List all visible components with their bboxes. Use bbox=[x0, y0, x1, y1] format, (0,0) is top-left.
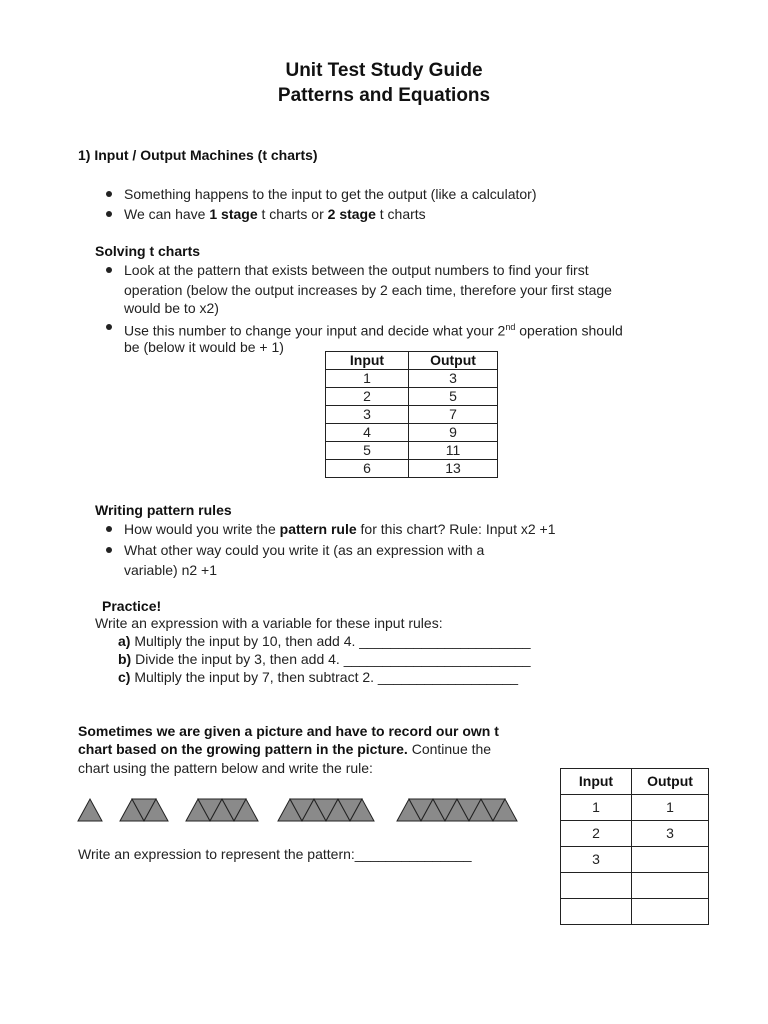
solving-bullet1-line1: Look at the pattern that exists between the output numbers to find your first bbox=[124, 262, 589, 278]
bullet-icon bbox=[106, 526, 112, 532]
solving-bullet2-line2: be (below it would be + 1) bbox=[124, 339, 284, 355]
table-row bbox=[326, 370, 498, 388]
practice-item-a: a) Multiply the input by 10, then add 4. ______________________ bbox=[118, 633, 531, 649]
table-header-output: Output bbox=[409, 352, 498, 370]
io-table-practice bbox=[560, 768, 709, 925]
page-subtitle: Patterns and Equations bbox=[277, 85, 491, 106]
solving-bullet1-line2: operation (below the output increases by 2 each time, therefore your first stage bbox=[124, 282, 612, 298]
practice-heading: Practice! bbox=[102, 598, 162, 614]
rules-bullet1: How would you write the pattern rule for this chart? Rule: Input x2 +1 bbox=[124, 521, 556, 537]
table-header-row bbox=[326, 352, 498, 370]
table-row bbox=[561, 873, 709, 899]
table-cell: 5 bbox=[326, 442, 409, 460]
table-cell: 1 bbox=[561, 795, 632, 821]
table-cell: 2 bbox=[561, 821, 632, 847]
table-cell: 4 bbox=[326, 424, 409, 442]
pattern-figure bbox=[120, 799, 168, 821]
table-cell: 1 bbox=[632, 795, 709, 821]
pattern-figure bbox=[397, 799, 517, 821]
table-row bbox=[561, 821, 709, 847]
table-cell: 3 bbox=[326, 406, 409, 424]
table-row bbox=[561, 795, 709, 821]
table-cell bbox=[632, 847, 709, 873]
table-cell: 7 bbox=[409, 406, 498, 424]
picture-intro-line1: Sometimes we are given a picture and have to record our own t bbox=[78, 723, 499, 739]
table-cell: 3 bbox=[632, 821, 709, 847]
practice-item-b: b) Divide the input by 3, then add 4. ________________________ bbox=[118, 651, 531, 667]
solving-bullet1-line3: would be to x2) bbox=[124, 300, 219, 316]
practice-intro: Write an expression with a variable for these input rules: bbox=[95, 615, 443, 631]
pattern-figure bbox=[186, 799, 258, 821]
triangle-shape bbox=[78, 799, 102, 821]
section1-bullet1: Something happens to the input to get the output (like a calculator) bbox=[124, 186, 537, 202]
page-title: Unit Test Study Guide bbox=[285, 60, 483, 81]
bullet-icon bbox=[106, 211, 112, 217]
table-header-input: Input bbox=[561, 769, 632, 795]
section1-bullet2: We can have 1 stage t charts or 2 stage t charts bbox=[124, 206, 426, 222]
table-header-row bbox=[561, 769, 709, 795]
picture-intro-line3: chart using the pattern below and write the rule: bbox=[78, 760, 373, 776]
table-cell: 1 bbox=[326, 370, 409, 388]
table-cell: 3 bbox=[561, 847, 632, 873]
table-cell: 11 bbox=[409, 442, 498, 460]
table-row bbox=[326, 442, 498, 460]
table-row bbox=[561, 847, 709, 873]
table-header-output: Output bbox=[632, 769, 709, 795]
table-row bbox=[326, 460, 498, 478]
table-cell bbox=[561, 899, 632, 925]
section1-heading: 1) Input / Output Machines (t charts) bbox=[78, 147, 318, 163]
table-cell bbox=[561, 873, 632, 899]
expression-prompt: Write an expression to represent the pattern:_______________ bbox=[78, 846, 472, 862]
table-cell: 3 bbox=[409, 370, 498, 388]
io-table-example bbox=[325, 351, 498, 478]
table-cell bbox=[632, 899, 709, 925]
table-cell bbox=[632, 873, 709, 899]
rules-heading: Writing pattern rules bbox=[95, 502, 232, 518]
solving-heading: Solving t charts bbox=[95, 243, 201, 259]
table-cell: 5 bbox=[409, 388, 498, 406]
table-cell: 6 bbox=[326, 460, 409, 478]
rules-bullet2-line2: variable) n2 +1 bbox=[124, 562, 218, 578]
bullet-icon bbox=[106, 267, 112, 273]
table-cell: 13 bbox=[409, 460, 498, 478]
table-row bbox=[326, 424, 498, 442]
pattern-figure bbox=[78, 799, 102, 821]
table-header-input: Input bbox=[326, 352, 409, 370]
bullet-icon bbox=[106, 547, 112, 553]
table-row bbox=[561, 899, 709, 925]
pattern-figure bbox=[278, 799, 374, 821]
picture-intro-line2: chart based on the growing pattern in the picture. Continue the bbox=[78, 741, 492, 757]
solving-bullet2-line1: Use this number to change your input and decide what your 2nd operation should bbox=[124, 322, 623, 339]
triangle-pattern bbox=[70, 790, 540, 830]
table-row bbox=[326, 406, 498, 424]
rules-bullet2-line1: What other way could you write it (as an expression with a bbox=[124, 542, 485, 558]
table-row bbox=[326, 388, 498, 406]
bullet-icon bbox=[106, 191, 112, 197]
table-cell: 9 bbox=[409, 424, 498, 442]
table-cell: 2 bbox=[326, 388, 409, 406]
bullet-icon bbox=[106, 324, 112, 330]
practice-item-c: c) Multiply the input by 7, then subtract 2. __________________ bbox=[118, 669, 519, 685]
